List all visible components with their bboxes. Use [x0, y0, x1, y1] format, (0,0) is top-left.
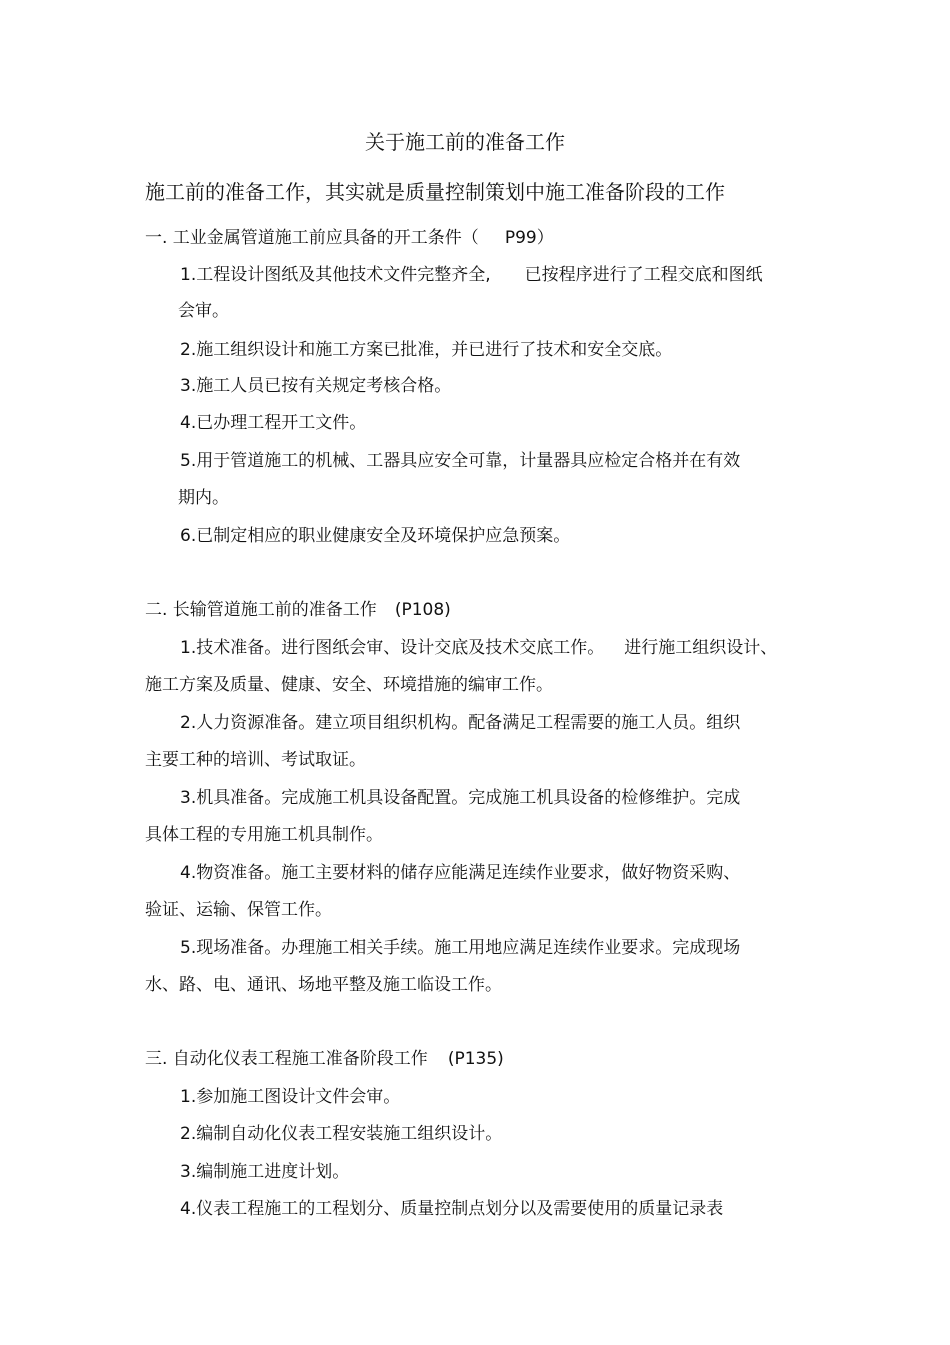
section-heading: [145, 598, 451, 622]
list-item: 3.施工人员已按有关规定考核合格。: [180, 376, 452, 396]
list-item: 2.编制自动化仪表工程安装施工组织设计。: [180, 1124, 503, 1144]
list-item: [180, 636, 777, 660]
list-item-text: 1.技术准备。进行图纸会审、设计交底及技术交底工作。: [180, 638, 605, 658]
list-item: 2.人力资源准备。建立项目组织机构。配备满足工程需要的施工人员。组织: [180, 713, 741, 733]
list-item: 4.仪表工程施工的工程划分、质量控制点划分以及需要使用的质量记录表: [180, 1199, 724, 1219]
list-item: 1.参加施工图设计文件会审。: [180, 1087, 401, 1107]
list-item-continuation: 水、路、电、通讯、场地平整及施工临设工作。: [145, 975, 502, 995]
list-item-continuation: 具体工程的专用施工机具制作。: [145, 825, 383, 845]
section-heading: [145, 1047, 504, 1071]
section-heading-text: 一. 工业金属管道施工前应具备的开工条件（: [145, 228, 479, 248]
list-item-continuation: 主要工种的培训、考试取证。: [145, 750, 366, 770]
list-item-text: 已按程序进行了工程交底和图纸: [524, 265, 763, 285]
page-title: 关于施工前的准备工作: [365, 130, 565, 154]
section-heading-ref: (P108): [394, 600, 451, 620]
list-item: 6.已制定相应的职业健康安全及环境保护应急预案。: [180, 526, 571, 546]
list-item-continuation: 施工方案及质量、健康、安全、环境措施的编审工作。: [145, 675, 553, 695]
list-item-text: 进行施工组织设计、: [624, 638, 778, 658]
list-item: 2.施工组织设计和施工方案已批准，并已进行了技术和安全交底。: [180, 340, 673, 360]
section-heading-ref: (P135): [447, 1049, 504, 1069]
list-item: 4.已办理工程开工文件。: [180, 413, 367, 433]
list-item-text: 1.工程设计图纸及其他技术文件完整齐全,: [180, 265, 491, 285]
list-item-continuation: 验证、运输、保管工作。: [145, 900, 332, 920]
list-item: [180, 263, 763, 287]
list-item: 4.物资准备。施工主要材料的储存应能满足连续作业要求，做好物资采购、: [180, 863, 741, 883]
list-item-continuation: 会审。: [178, 301, 229, 321]
section-heading-text: 二. 长输管道施工前的准备工作: [145, 600, 377, 620]
page-subtitle: 施工前的准备工作，其实就是质量控制策划中施工准备阶段的工作: [145, 180, 725, 204]
list-item: 3.编制施工进度计划。: [180, 1162, 350, 1182]
list-item-continuation: 期内。: [178, 488, 229, 508]
section-heading-ref: P99）: [504, 228, 554, 248]
list-item: 5.用于管道施工的机械、工器具应安全可靠，计量器具应检定合格并在有效: [180, 451, 741, 471]
list-item: 3.机具准备。完成施工机具设备配置。完成施工机具设备的检修维护。完成: [180, 788, 741, 808]
list-item: 5.现场准备。办理施工相关手续。施工用地应满足连续作业要求。完成现场: [180, 938, 741, 958]
section-heading-text: 三. 自动化仪表工程施工准备阶段工作: [145, 1049, 428, 1069]
section-heading: [145, 226, 554, 250]
